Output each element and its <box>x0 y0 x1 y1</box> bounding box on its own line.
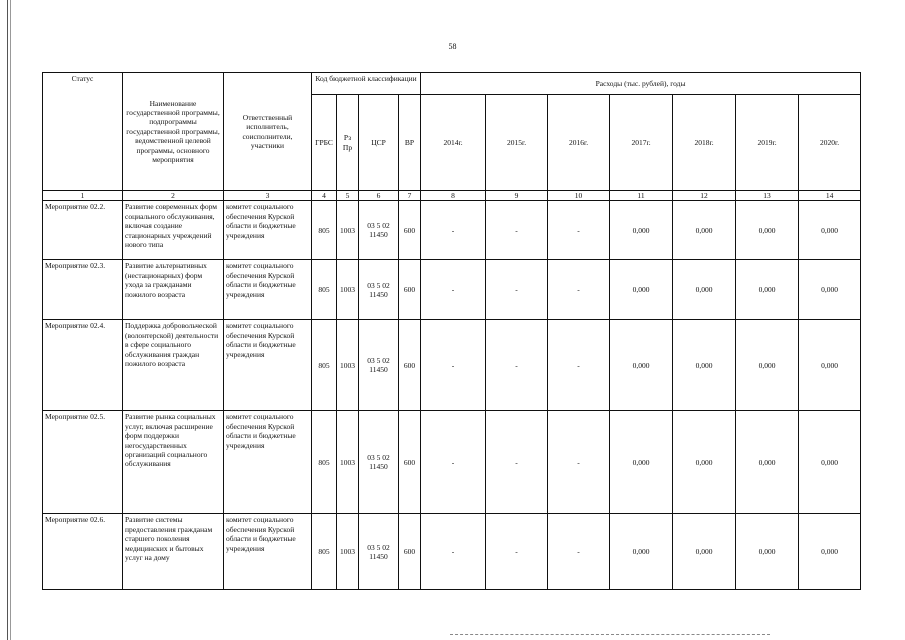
header-year: 2017г. <box>610 95 673 191</box>
row-value: 0,000 <box>736 411 799 514</box>
row-value: - <box>421 260 486 320</box>
row-executor: комитет социального обеспечения Курской области и бюджетные учреждения <box>224 411 312 514</box>
row-grbs: 805 <box>312 201 337 260</box>
row-executor: комитет социального обеспечения Курской области и бюджетные учреждения <box>224 201 312 260</box>
row-grbs: 805 <box>312 411 337 514</box>
row-csr: 03 5 02 11450 <box>359 201 399 260</box>
row-status: Мероприятие 02.2. <box>43 201 123 260</box>
header-rzpr: Рз Пр <box>337 95 359 191</box>
row-csr: 03 5 02 11450 <box>359 320 399 411</box>
row-value: - <box>421 320 486 411</box>
table-row <box>43 260 861 320</box>
row-value: 0,000 <box>610 411 673 514</box>
column-number: 9 <box>486 191 548 201</box>
row-grbs: 805 <box>312 320 337 411</box>
row-value: 0,000 <box>673 514 736 590</box>
row-csr: 03 5 02 11450 <box>359 411 399 514</box>
row-rzpr: 1003 <box>337 320 359 411</box>
row-value: - <box>486 260 548 320</box>
header-year: 2014г. <box>421 95 486 191</box>
header-executor: Ответственный исполнитель, соисполнители, участники <box>224 73 312 191</box>
row-value: 0,000 <box>610 514 673 590</box>
column-number: 7 <box>399 191 421 201</box>
row-grbs: 805 <box>312 514 337 590</box>
scan-edge-line <box>10 0 11 640</box>
row-value: 0,000 <box>610 260 673 320</box>
header-status: Статус <box>43 73 123 191</box>
row-rzpr: 1003 <box>337 514 359 590</box>
row-rzpr: 1003 <box>337 411 359 514</box>
row-value: 0,000 <box>736 201 799 260</box>
column-number: 4 <box>312 191 337 201</box>
row-value: - <box>548 260 610 320</box>
row-status: Мероприятие 02.6. <box>43 514 123 590</box>
row-value: - <box>421 201 486 260</box>
row-executor: комитет социального обеспечения Курской области и бюджетные учреждения <box>224 514 312 590</box>
row-value: - <box>421 514 486 590</box>
header-year: 2019г. <box>736 95 799 191</box>
table-row <box>43 411 861 514</box>
page-number: 58 <box>448 42 457 51</box>
column-number: 1 <box>43 191 123 201</box>
row-executor: комитет социального обеспечения Курской области и бюджетные учреждения <box>224 320 312 411</box>
row-value: - <box>486 411 548 514</box>
column-number: 10 <box>548 191 610 201</box>
column-number: 6 <box>359 191 399 201</box>
row-value: 0,000 <box>673 201 736 260</box>
row-status: Мероприятие 02.3. <box>43 260 123 320</box>
row-value: 0,000 <box>736 514 799 590</box>
row-value: 0,000 <box>673 411 736 514</box>
column-number: 8 <box>421 191 486 201</box>
row-value: - <box>486 201 548 260</box>
row-value: 0,000 <box>736 260 799 320</box>
row-value: 0,000 <box>736 320 799 411</box>
row-value: 0,000 <box>799 201 861 260</box>
row-name: Развитие альтернативных (нестационарных) форм ухода за гражданами пожилого возраста <box>123 260 224 320</box>
header-year: 2018г. <box>673 95 736 191</box>
row-value: - <box>548 201 610 260</box>
row-name: Развитие системы предоставления гражданам старшего поколения медицинских и бытовых услуг на дому <box>123 514 224 590</box>
row-value: 0,000 <box>610 320 673 411</box>
row-value: 0,000 <box>673 260 736 320</box>
row-vr: 600 <box>399 411 421 514</box>
row-csr: 03 5 02 11450 <box>359 260 399 320</box>
column-number-row <box>43 191 861 201</box>
row-status: Мероприятие 02.5. <box>43 411 123 514</box>
scan-edge-line <box>7 0 8 640</box>
row-value: - <box>486 514 548 590</box>
row-value: 0,000 <box>610 201 673 260</box>
row-value: 0,000 <box>799 411 861 514</box>
header-expenses: Расходы (тыс. рублей), годы <box>421 73 861 95</box>
header-name: Наименование государственной программы, подпрограммы государственной программы, ведомственной целевой программы, основного мероприятия <box>123 73 224 191</box>
column-number: 13 <box>736 191 799 201</box>
header-csr: ЦСР <box>359 95 399 191</box>
column-number: 11 <box>610 191 673 201</box>
table-row <box>43 320 861 411</box>
table-row <box>43 201 861 260</box>
scan-bottom-line <box>450 634 770 636</box>
column-number: 2 <box>123 191 224 201</box>
row-value: 0,000 <box>799 260 861 320</box>
row-rzpr: 1003 <box>337 201 359 260</box>
row-name: Развитие рынка социальных услуг, включая расширение форм поддержки негосударственных организаций социального обслуживания <box>123 411 224 514</box>
row-csr: 03 5 02 11450 <box>359 514 399 590</box>
column-number: 5 <box>337 191 359 201</box>
row-grbs: 805 <box>312 260 337 320</box>
row-value: - <box>548 514 610 590</box>
header-vr: ВР <box>399 95 421 191</box>
header-year: 2015г. <box>486 95 548 191</box>
row-vr: 600 <box>399 260 421 320</box>
row-vr: 600 <box>399 320 421 411</box>
row-vr: 600 <box>399 201 421 260</box>
row-executor: комитет социального обеспечения Курской области и бюджетные учреждения <box>224 260 312 320</box>
row-name: Поддержка добровольческой (волонтерской) деятельности в сфере социального обслуживания граждан пожилого возраста <box>123 320 224 411</box>
row-status: Мероприятие 02.4. <box>43 320 123 411</box>
row-rzpr: 1003 <box>337 260 359 320</box>
row-value: - <box>486 320 548 411</box>
header-year: 2020г. <box>799 95 861 191</box>
column-number: 3 <box>224 191 312 201</box>
header-budget-code: Код бюджетной классификации <box>312 73 421 95</box>
column-number: 12 <box>673 191 736 201</box>
column-number: 14 <box>799 191 861 201</box>
row-value: - <box>548 320 610 411</box>
table-row <box>43 514 861 590</box>
row-value: 0,000 <box>673 320 736 411</box>
row-value: - <box>421 411 486 514</box>
row-vr: 600 <box>399 514 421 590</box>
row-value: 0,000 <box>799 320 861 411</box>
budget-table <box>42 72 861 590</box>
header-year: 2016г. <box>548 95 610 191</box>
row-value: 0,000 <box>799 514 861 590</box>
row-name: Развитие современных форм социального обслуживания, включая создание стационарных учреждений нового типа <box>123 201 224 260</box>
header-grbs: ГРБС <box>312 95 337 191</box>
row-value: - <box>548 411 610 514</box>
